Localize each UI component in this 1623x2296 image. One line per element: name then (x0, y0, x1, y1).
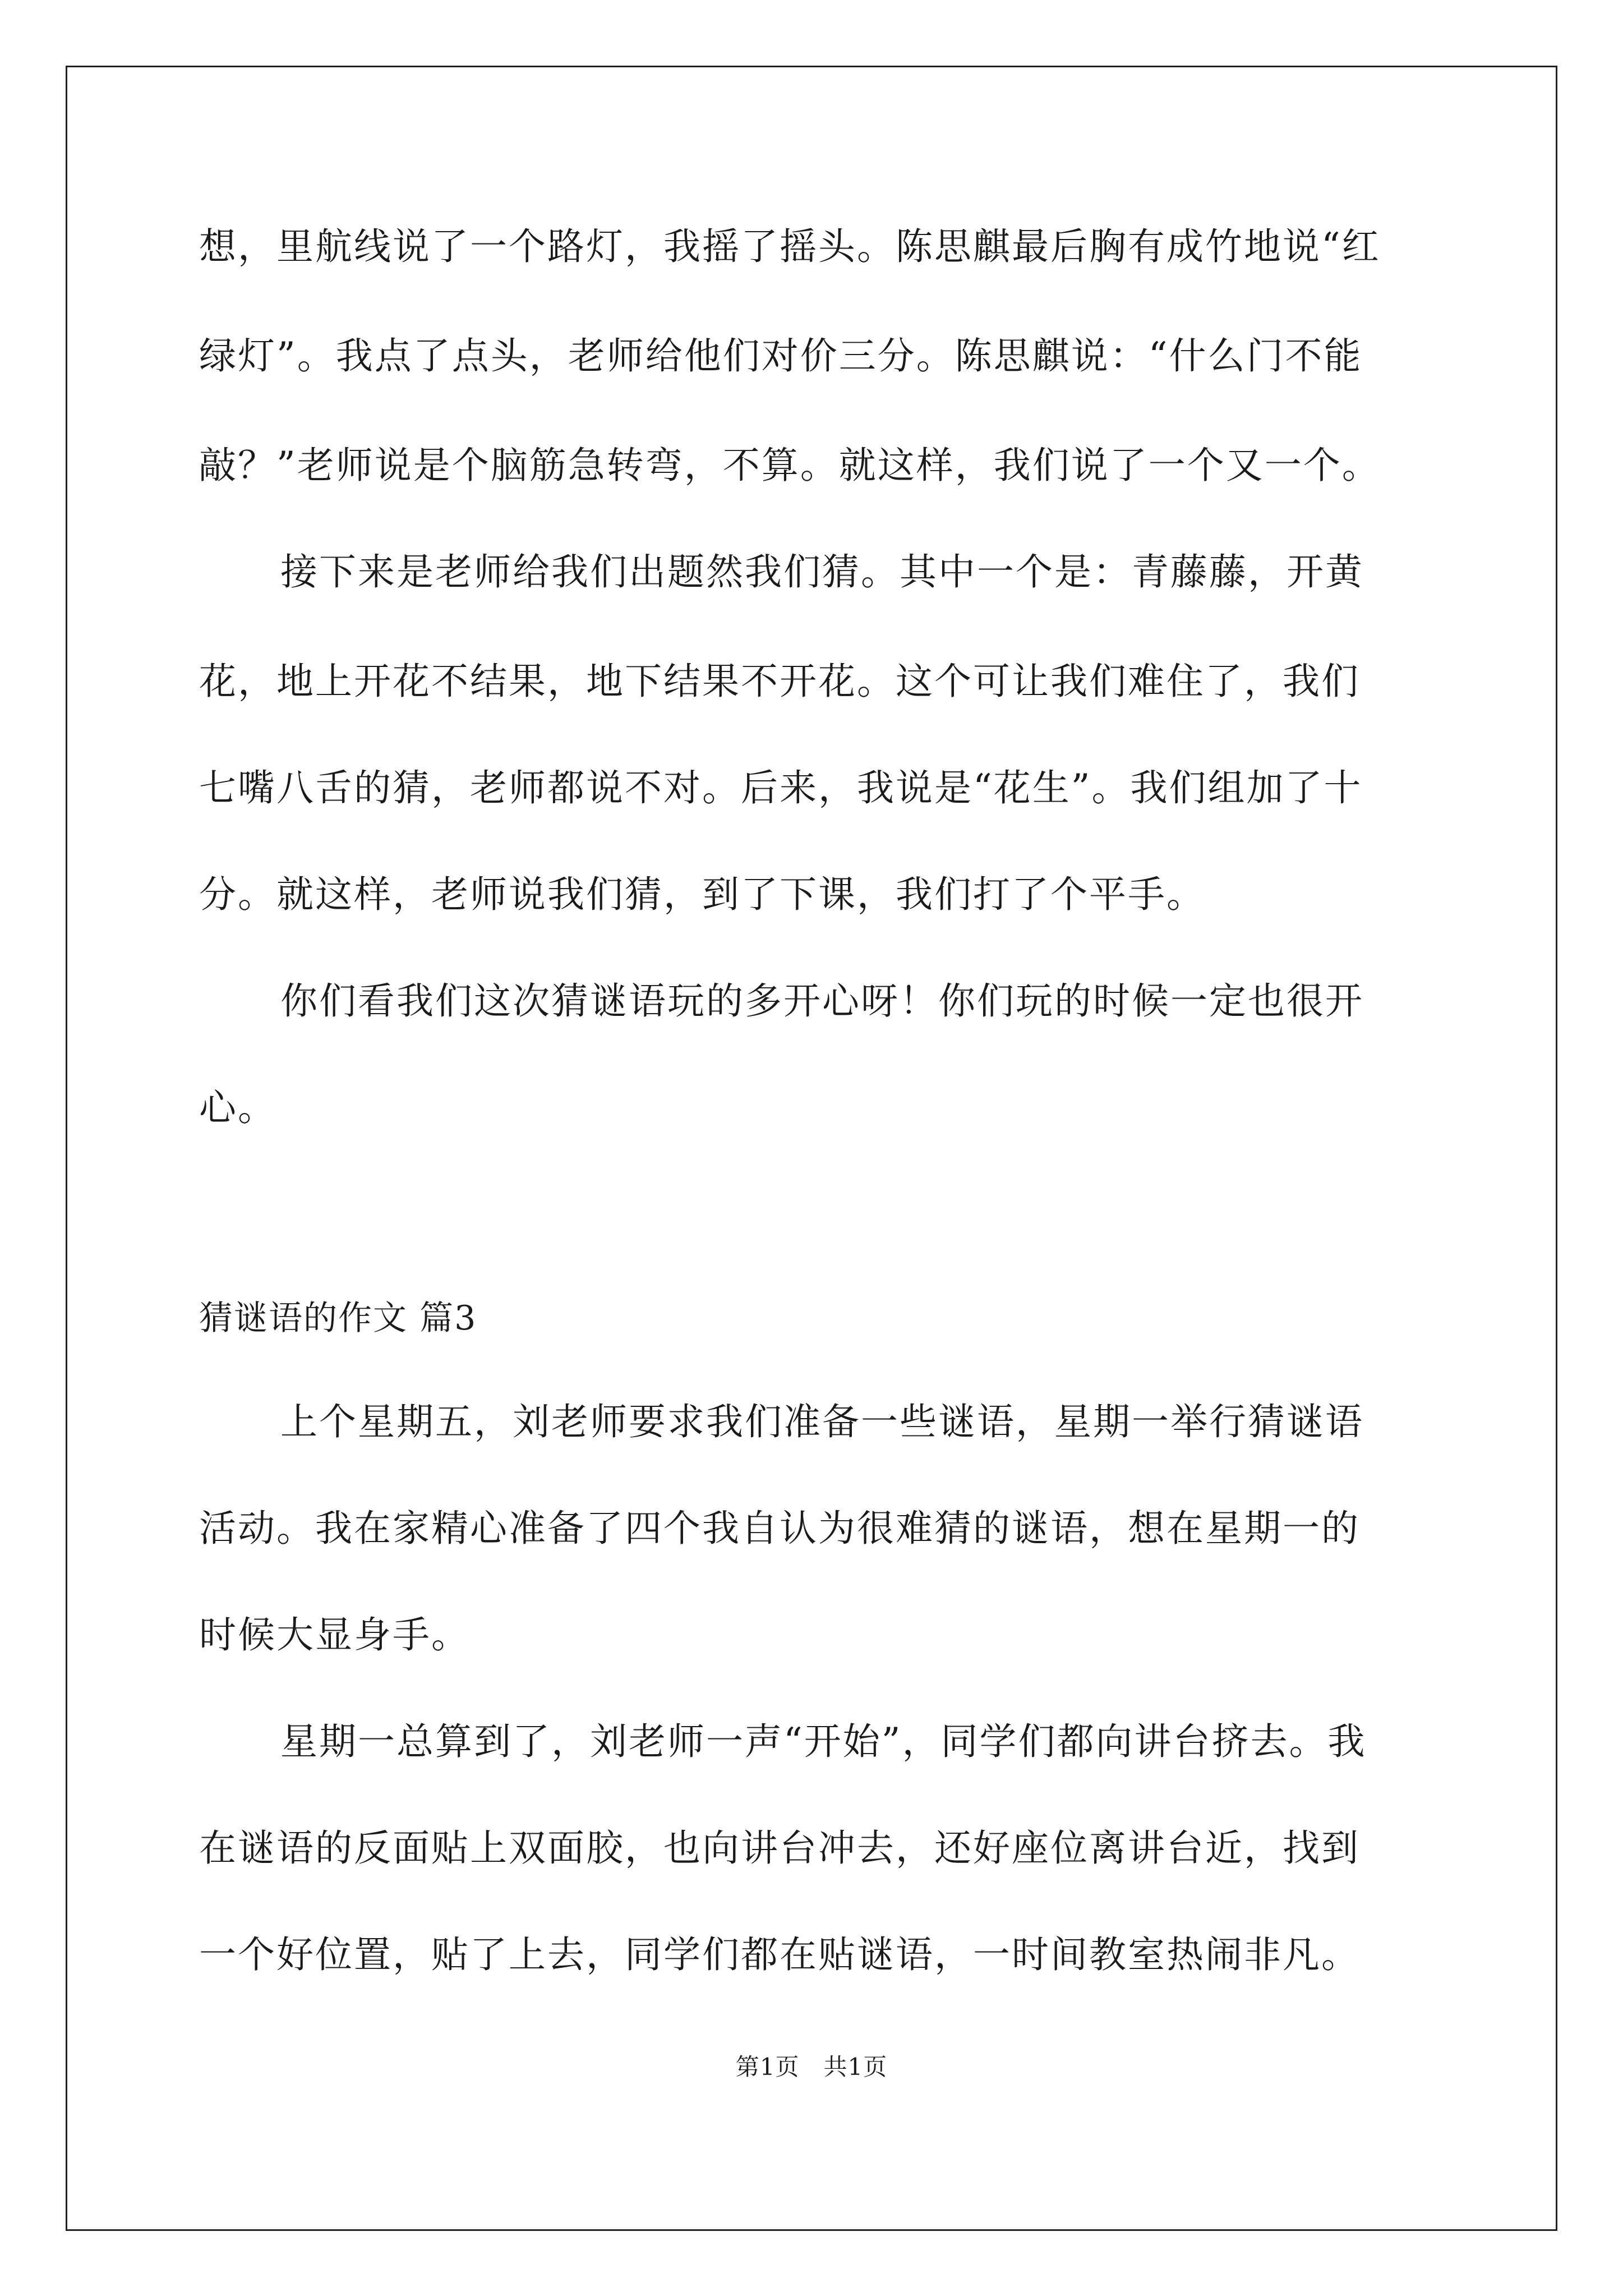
paragraph-1-line-2: 绿灯”。我点了点头，老师给他们对价三分。陈思麒说：“什么门不能 (199, 334, 1363, 378)
page-number-footer: 第1页 共1页 (735, 2053, 888, 2081)
section-heading: 猜谜语的作文 篇3 (199, 1299, 477, 1338)
paragraph-5-line-3: 一个好位置，贴了上去，同学们都在贴谜语，一时间教室热闹非凡。 (199, 1933, 1360, 1976)
paragraph-4-line-1: 上个星期五，刘老师要求我们准备一些谜语，星期一举行猜谜语 (280, 1400, 1364, 1443)
paragraph-1-line-3: 敲？”老师说是个脑筋急转弯，不算。就这样，我们说了一个又一个。 (199, 444, 1381, 487)
paragraph-4-line-2: 活动。我在家精心准备了四个我自认为很难猜的谜语，想在星期一的 (199, 1507, 1360, 1550)
paragraph-3-line-2: 心。 (199, 1086, 276, 1129)
paragraph-5-line-2: 在谜语的反面贴上双面胶，也向讲台冲去，还好座位离讲台近，找到 (199, 1826, 1360, 1870)
page-border (66, 66, 1557, 2231)
paragraph-2-line-1: 接下来是老师给我们出题然我们猜。其中一个是：青藤藤，开黄 (280, 550, 1364, 593)
paragraph-4-line-3: 时候大显身手。 (199, 1613, 470, 1657)
paragraph-3-line-1: 你们看我们这次猜谜语玩的多开心呀！你们玩的时候一定也很开 (280, 979, 1364, 1023)
paragraph-2-line-3: 七嘴八舌的猜，老师都说不对。后来，我说是“花生”。我们组加了十 (199, 766, 1363, 809)
paragraph-2-line-2: 花，地上开花不结果，地下结果不开花。这个可让我们难住了，我们 (199, 660, 1360, 703)
paragraph-1-line-1: 想，里航线说了一个路灯，我摇了摇头。陈思麒最后胸有成竹地说“红 (199, 225, 1381, 268)
paragraph-2-line-4: 分。就这样，老师说我们猜，到了下课，我们打了个平手。 (199, 873, 1205, 916)
paragraph-5-line-1: 星期一总算到了，刘老师一声“开始”，同学们都向讲台挤去。我 (280, 1720, 1367, 1763)
